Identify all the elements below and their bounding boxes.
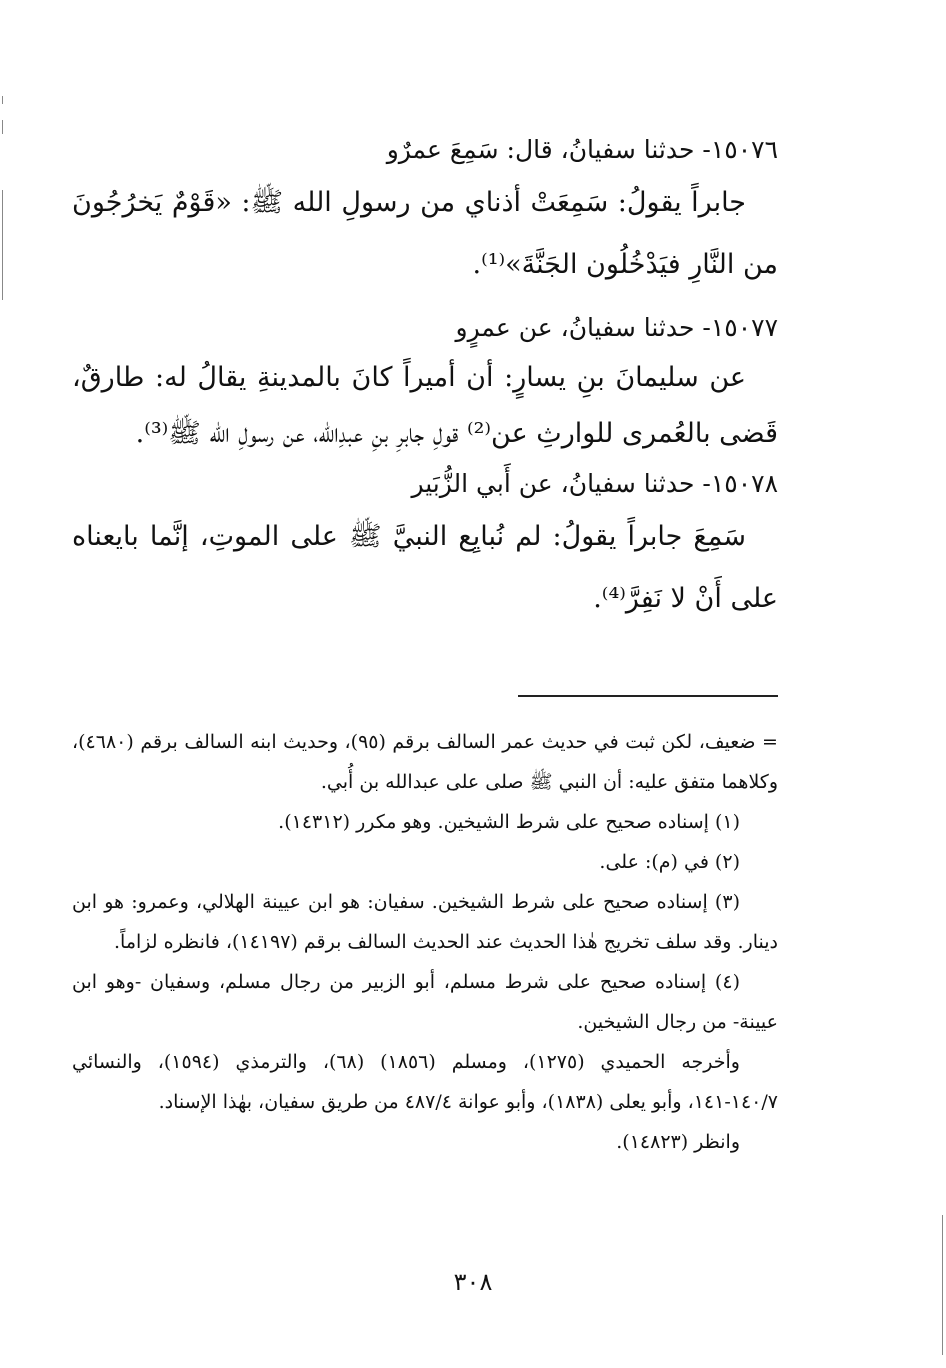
hadith-15078-text: سَمِعَ جابراً يقولُ: لم نُبايِع النبيَّ ﷺ على الموتِ، إنَّما بايعناه على أَنْ لا نَفِرَّ⁽⁴⁾.: [72, 521, 778, 614]
footnote-3: (٣) إسناده صحيح على شرط الشيخين. سفيان: هو ابن عيينة الهلالي، وعمرو: هو ابن دينار. وقد سلف تخريج هٰذا الحديث عند الحديث السالف برقم (١٤١٩٧)، فانظره لزاماً.: [72, 891, 778, 953]
footnote-4-sources: وأخرجه الحميدي (١٢٧٥)، ومسلم (١٨٥٦) (٦٨)، والترمذي (١٥٩٤)، والنسائي ١٤٠/٧-١٤١، وأبو يعلى (١٨٣٨)، وأبو عوانة ٤٨٧/٤ من طريق سفيان، بهٰذا الإسناد.: [72, 1051, 778, 1113]
footnote-2: (٢) في (م): على.: [599, 851, 740, 873]
hadith-15078-heading: ١٥٠٧٨- حدثنا سفيانُ، عن أَبي الزُّبَير: [411, 469, 778, 498]
footnote-4: (٤) إسناده صحيح على شرط مسلم، أبو الزبير من رجال مسلم، وسفيان -وهو ابن عيينة- من رجال الشيخين.: [72, 971, 778, 1033]
left-margin-mark: [2, 96, 3, 104]
left-margin-line: [2, 190, 3, 300]
footnote-separator: [518, 695, 778, 697]
hadith-15076-text: جابراً يقولُ: سَمِعَتْ أذناي من رسولِ الله ﷺ: «قَوْمٌ يَخرُجُونَ من النَّارِ فيَدْخُلُون الجَنَّةَ»⁽¹⁾.: [72, 187, 778, 280]
footnotes: [72, 722, 778, 1162]
hadith-text-block: [72, 128, 778, 630]
hadith-15077-heading: ١٥٠٧٧- حدثنا سفيانُ، عن عمرٍو: [455, 313, 778, 342]
hadith-15077-text: عن سليمانَ بنِ يسارٍ: أن أميراً كانَ بالمدينةِ يقالُ له: طارقٌ، قَضى بالعُمرى للوارثِ عن⁽²⁾ قولِ جابرِ بنِ عبدِالله، عن رسولِ الله ﷺ⁽³⁾.: [72, 362, 778, 449]
footnote-1: (١) إسناده صحيح على شرط الشيخين. وهو مكرر (١٤٣١٢).: [278, 811, 740, 833]
footnote-continuation: = ضعيف، لكن ثبت في حديث عمر السالف برقم (٩٥)، وحديث ابنه السالف برقم (٤٦٨٠)، وكلاهما متفق عليه: أن النبي ﷺ صلى على عبدالله بن أُبي.: [72, 731, 778, 793]
footnote-4-see-also: وانظر (١٤٨٢٣).: [616, 1131, 740, 1153]
page-number: ٣٠٨: [453, 1268, 493, 1296]
hadith-15076-heading: ١٥٠٧٦- حدثنا سفيانُ، قال: سَمِعَ عمرٌو: [386, 135, 778, 164]
left-margin-mark: [2, 120, 3, 134]
